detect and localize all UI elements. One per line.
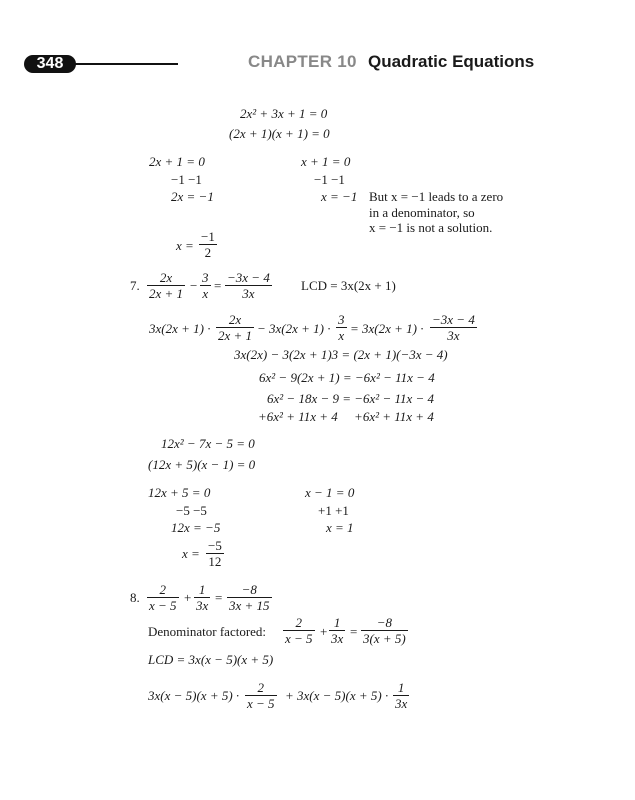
- fraction: −3x − 4 3x: [227, 270, 270, 301]
- equation-line: 3x(x − 5)(x + 5) ·: [148, 688, 240, 703]
- denominator-factored-label: Denominator factored:: [148, 624, 267, 639]
- equation-line: 12x + 5 = 0: [148, 485, 211, 500]
- equation-line: 12x = −5: [171, 520, 221, 535]
- equation-line: + 3x(x − 5)(x + 5) ·: [285, 688, 389, 703]
- equation-line: 2x + 1 = 0: [149, 154, 205, 169]
- operator: =: [214, 278, 222, 293]
- note-line: But x = −1 leads to a zero: [369, 189, 504, 204]
- equation-line: 2x² + 3x + 1 = 0: [240, 106, 328, 121]
- header-rule: [70, 63, 178, 65]
- equation-line: x = 1: [326, 520, 354, 535]
- fraction: −8 3x + 15: [229, 582, 270, 613]
- equation-line: 3x(2x + 1) ·: [149, 321, 211, 336]
- fraction: −5 12: [208, 538, 222, 569]
- fraction: 2 x − 5: [285, 615, 313, 646]
- equation-line: 2x = −1: [171, 189, 214, 204]
- fraction: 1 3x: [196, 582, 209, 613]
- equation-line: −5 −5: [176, 503, 207, 518]
- fraction: 2x 2x + 1: [218, 312, 253, 343]
- equation-line: 6x² − 18x − 9 = −6x² − 11x − 4: [267, 391, 435, 406]
- equation-line: (12x + 5)(x − 1) = 0: [148, 457, 256, 472]
- equation-line: x =: [176, 238, 194, 253]
- chapter-label: CHAPTER 10: [248, 52, 357, 71]
- equation-line: x =: [182, 546, 200, 561]
- fraction: 2 x − 5: [149, 582, 177, 613]
- lcd-line: LCD = 3x(x − 5)(x + 5): [148, 652, 274, 667]
- lcd-line: LCD = 3x(2x + 1): [301, 278, 396, 293]
- equation-line: 3x(2x) − 3(2x + 1)3 = (2x + 1)(−3x − 4): [234, 347, 448, 362]
- operator: =: [215, 590, 223, 605]
- equation-line: +6x² + 11x + 4 +6x² + 11x + 4: [258, 409, 434, 424]
- operator: −: [190, 278, 198, 293]
- operator: =: [350, 624, 358, 639]
- equation-line: (2x + 1)(x + 1) = 0: [229, 126, 330, 141]
- fraction: −3x − 4 3x: [432, 312, 475, 343]
- equation-line: x − 1 = 0: [305, 485, 355, 500]
- equation-line: −1 −1: [171, 172, 202, 187]
- problem-number: 8.: [130, 590, 140, 605]
- fraction: 1 3x: [331, 615, 344, 646]
- chapter-title: Quadratic Equations: [368, 52, 535, 71]
- equation-line: x + 1 = 0: [301, 154, 351, 169]
- fraction: −8 3(x + 5): [363, 615, 406, 646]
- page-number-badge: 348: [24, 55, 76, 73]
- equation-line: 12x² − 7x − 5 = 0: [161, 436, 255, 451]
- problem-number: 7.: [130, 278, 140, 293]
- fraction: 2 x − 5: [247, 680, 275, 711]
- equation-line: −1 −1: [314, 172, 345, 187]
- equation-line: +1 +1: [318, 503, 349, 518]
- equation-line: = 3x(2x + 1) ·: [350, 321, 424, 336]
- equation-line: 6x² − 9(2x + 1) = −6x² − 11x − 4: [259, 370, 435, 385]
- equation-line: − 3x(2x + 1) ·: [257, 321, 331, 336]
- note-line: x = −1 is not a solution.: [369, 220, 493, 235]
- fraction: 3 x: [202, 270, 209, 301]
- fraction: 1 3x: [395, 680, 408, 711]
- operator: +: [184, 590, 192, 605]
- fraction: 3 x: [338, 312, 345, 343]
- operator: +: [320, 624, 328, 639]
- fraction: −1 2: [201, 229, 215, 260]
- equation-line: x = −1: [321, 189, 358, 204]
- note-line: in a denominator, so: [369, 205, 475, 220]
- fraction: 2x 2x + 1: [149, 270, 184, 301]
